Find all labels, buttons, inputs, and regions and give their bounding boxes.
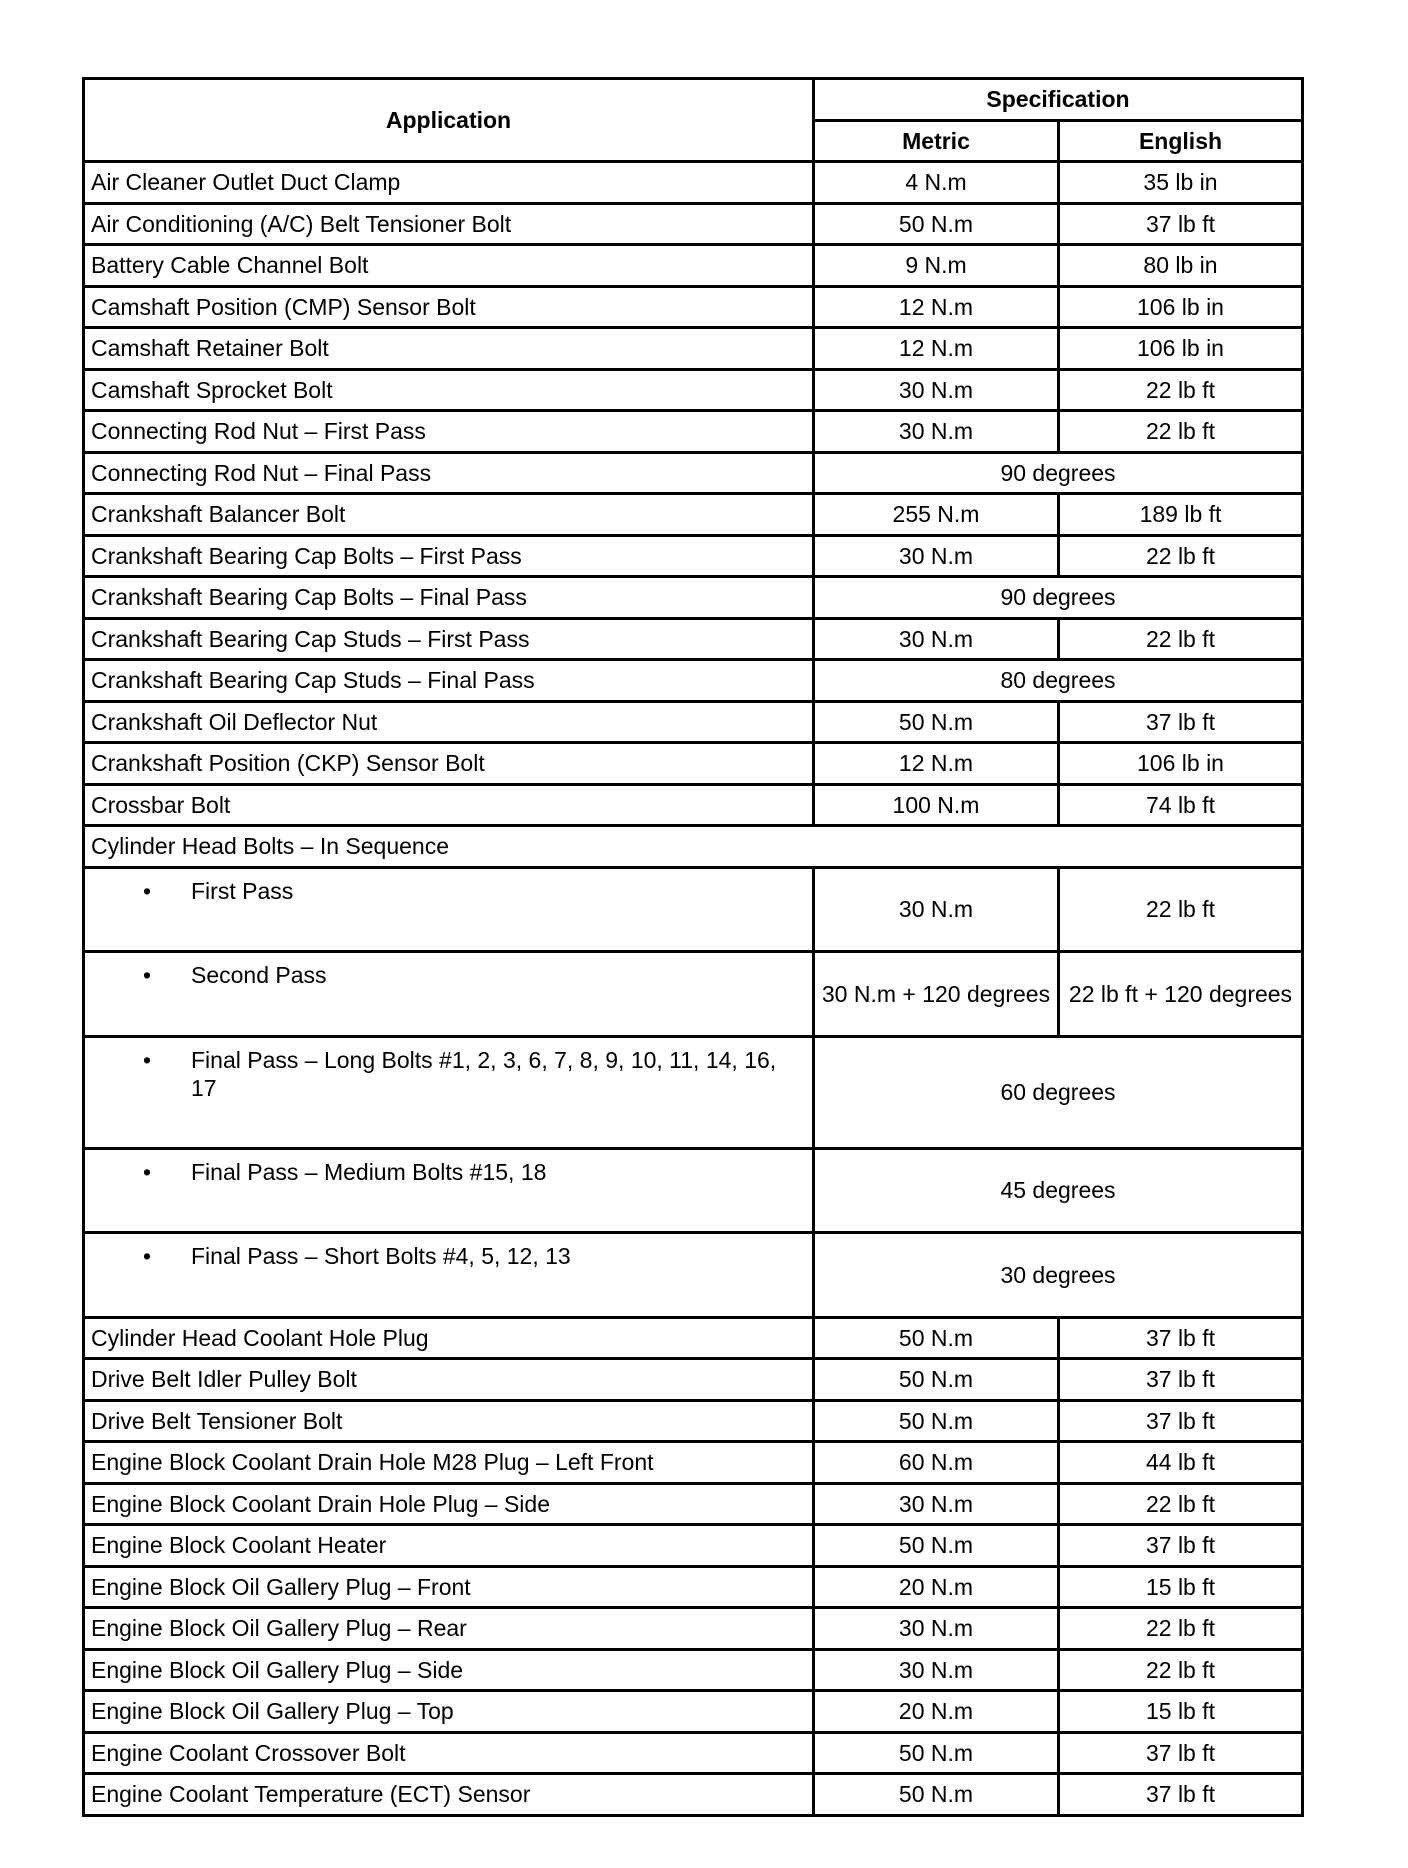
- metric-cell: 9 N.m: [814, 245, 1059, 287]
- table-row: [84, 494, 1303, 536]
- table-row: [84, 1317, 1303, 1359]
- table-row: [84, 826, 1303, 868]
- combined-spec-cell: 90 degrees: [814, 577, 1303, 619]
- sub-label: Second Pass: [191, 961, 327, 988]
- english-cell: 37 lb ft: [1059, 1525, 1303, 1567]
- english-cell: 15 lb ft: [1059, 1566, 1303, 1608]
- english-cell: 37 lb ft: [1059, 1400, 1303, 1442]
- metric-cell: 50 N.m: [814, 1317, 1059, 1359]
- english-cell: 106 lb in: [1059, 743, 1303, 785]
- sub-label: Final Pass – Medium Bolts #15, 18: [191, 1158, 547, 1185]
- english-cell: 22 lb ft: [1059, 369, 1303, 411]
- english-cell: 22 lb ft: [1059, 411, 1303, 453]
- metric-cell: 30 N.m + 120 degrees: [814, 951, 1059, 1036]
- table-row: [84, 369, 1303, 411]
- combined-spec-cell: 45 degrees: [814, 1148, 1303, 1232]
- metric-cell: 30 N.m: [814, 1649, 1059, 1691]
- metric-cell: 50 N.m: [814, 203, 1059, 245]
- combined-spec-cell: 80 degrees: [814, 660, 1303, 702]
- header-application: Application: [84, 79, 814, 162]
- application-cell: Drive Belt Idler Pulley Bolt: [84, 1359, 814, 1401]
- metric-cell: 50 N.m: [814, 701, 1059, 743]
- table-row: [84, 577, 1303, 619]
- application-cell: Crankshaft Bearing Cap Bolts – Final Pass: [84, 577, 814, 619]
- english-cell: 22 lb ft: [1059, 1608, 1303, 1650]
- combined-spec-cell: 30 degrees: [814, 1232, 1303, 1317]
- table-row: [84, 1691, 1303, 1733]
- application-cell: Crankshaft Balancer Bolt: [84, 494, 814, 536]
- table-row: [84, 1232, 1303, 1317]
- table-row: [84, 701, 1303, 743]
- table-row: [84, 1566, 1303, 1608]
- application-cell: Crankshaft Bearing Cap Bolts – First Pass: [84, 535, 814, 577]
- table-row: [84, 951, 1303, 1036]
- header-specification: Specification: [814, 79, 1303, 121]
- table-row: [84, 743, 1303, 785]
- english-cell: 106 lb in: [1059, 286, 1303, 328]
- bullet-icon: •: [142, 1242, 152, 1269]
- table-row: [84, 1483, 1303, 1525]
- metric-cell: 12 N.m: [814, 328, 1059, 370]
- metric-cell: 100 N.m: [814, 784, 1059, 826]
- table-row: [84, 1732, 1303, 1774]
- english-cell: 22 lb ft: [1059, 1649, 1303, 1691]
- application-cell: Engine Coolant Temperature (ECT) Sensor: [84, 1774, 814, 1816]
- metric-cell: 30 N.m: [814, 535, 1059, 577]
- application-cell: Engine Block Oil Gallery Plug – Front: [84, 1566, 814, 1608]
- metric-cell: 30 N.m: [814, 411, 1059, 453]
- application-cell: [84, 1036, 814, 1148]
- table-row: [84, 203, 1303, 245]
- application-cell: Camshaft Retainer Bolt: [84, 328, 814, 370]
- metric-cell: 20 N.m: [814, 1566, 1059, 1608]
- metric-cell: 30 N.m: [814, 1483, 1059, 1525]
- combined-spec-cell: 90 degrees: [814, 452, 1303, 494]
- english-cell: 22 lb ft: [1059, 1483, 1303, 1525]
- application-cell: Engine Coolant Crossover Bolt: [84, 1732, 814, 1774]
- sub-label: First Pass: [191, 877, 294, 904]
- table-row: [84, 1608, 1303, 1650]
- metric-cell: 20 N.m: [814, 1691, 1059, 1733]
- application-cell: Drive Belt Tensioner Bolt: [84, 1400, 814, 1442]
- metric-cell: 30 N.m: [814, 369, 1059, 411]
- bullet-icon: •: [142, 961, 152, 988]
- table-row: [84, 1148, 1303, 1232]
- application-cell: Cylinder Head Coolant Hole Plug: [84, 1317, 814, 1359]
- table-row: [84, 1774, 1303, 1816]
- table-row: [84, 867, 1303, 951]
- table-row: [84, 245, 1303, 287]
- bullet-icon: •: [142, 1158, 152, 1185]
- application-cell: Connecting Rod Nut – Final Pass: [84, 452, 814, 494]
- metric-cell: 255 N.m: [814, 494, 1059, 536]
- table-row: [84, 452, 1303, 494]
- sub-label: Final Pass – Short Bolts #4, 5, 12, 13: [191, 1242, 571, 1269]
- english-cell: 37 lb ft: [1059, 1774, 1303, 1816]
- metric-cell: 50 N.m: [814, 1774, 1059, 1816]
- application-cell: [84, 1232, 814, 1317]
- torque-spec-table: [82, 77, 1304, 1817]
- application-cell: [84, 1148, 814, 1232]
- metric-cell: 50 N.m: [814, 1525, 1059, 1567]
- english-cell: 37 lb ft: [1059, 203, 1303, 245]
- table-row: [84, 1036, 1303, 1148]
- combined-spec-cell: 60 degrees: [814, 1036, 1303, 1148]
- header-english: English: [1059, 120, 1303, 162]
- metric-cell: 50 N.m: [814, 1400, 1059, 1442]
- table-row: [84, 411, 1303, 453]
- english-cell: 35 lb in: [1059, 162, 1303, 204]
- metric-cell: 30 N.m: [814, 618, 1059, 660]
- application-cell: Crossbar Bolt: [84, 784, 814, 826]
- english-cell: 80 lb in: [1059, 245, 1303, 287]
- metric-cell: 12 N.m: [814, 743, 1059, 785]
- application-cell: Crankshaft Bearing Cap Studs – First Pass: [84, 618, 814, 660]
- application-cell: Air Cleaner Outlet Duct Clamp: [84, 162, 814, 204]
- application-cell: Engine Block Oil Gallery Plug – Rear: [84, 1608, 814, 1650]
- metric-cell: 30 N.m: [814, 867, 1059, 951]
- metric-cell: 12 N.m: [814, 286, 1059, 328]
- english-cell: 37 lb ft: [1059, 1359, 1303, 1401]
- application-cell: Connecting Rod Nut – First Pass: [84, 411, 814, 453]
- cylinder-head-section: [84, 826, 1303, 1318]
- application-cell: Crankshaft Bearing Cap Studs – Final Pass: [84, 660, 814, 702]
- english-cell: 22 lb ft: [1059, 535, 1303, 577]
- application-cell: [84, 867, 814, 951]
- english-cell: 22 lb ft: [1059, 867, 1303, 951]
- metric-cell: 50 N.m: [814, 1359, 1059, 1401]
- application-cell: [84, 951, 814, 1036]
- table-body-top: [84, 162, 1303, 826]
- application-cell: Engine Block Oil Gallery Plug – Side: [84, 1649, 814, 1691]
- english-cell: 15 lb ft: [1059, 1691, 1303, 1733]
- english-cell: 44 lb ft: [1059, 1442, 1303, 1484]
- english-cell: 74 lb ft: [1059, 784, 1303, 826]
- table-row: [84, 1400, 1303, 1442]
- application-cell: Engine Block Coolant Heater: [84, 1525, 814, 1567]
- table-row: [84, 784, 1303, 826]
- table-row: [84, 1649, 1303, 1691]
- cylinder-head-title: Cylinder Head Bolts – In Sequence: [84, 826, 1303, 868]
- application-cell: Engine Block Coolant Drain Hole M28 Plug – Left Front: [84, 1442, 814, 1484]
- bullet-icon: •: [142, 877, 152, 904]
- bullet-icon: •: [142, 1046, 152, 1073]
- table-row: [84, 618, 1303, 660]
- header-metric: Metric: [814, 120, 1059, 162]
- english-cell: 22 lb ft + 120 degrees: [1059, 951, 1303, 1036]
- table-row: [84, 535, 1303, 577]
- table-row: [84, 1525, 1303, 1567]
- table-row: [84, 660, 1303, 702]
- metric-cell: 30 N.m: [814, 1608, 1059, 1650]
- metric-cell: 50 N.m: [814, 1732, 1059, 1774]
- application-cell: Battery Cable Channel Bolt: [84, 245, 814, 287]
- table-row: [84, 328, 1303, 370]
- english-cell: 37 lb ft: [1059, 1317, 1303, 1359]
- english-cell: 22 lb ft: [1059, 618, 1303, 660]
- application-cell: Crankshaft Oil Deflector Nut: [84, 701, 814, 743]
- application-cell: Engine Block Coolant Drain Hole Plug – Side: [84, 1483, 814, 1525]
- table-row: [84, 1359, 1303, 1401]
- application-cell: Air Conditioning (A/C) Belt Tensioner Bolt: [84, 203, 814, 245]
- english-cell: 189 lb ft: [1059, 494, 1303, 536]
- application-cell: Engine Block Oil Gallery Plug – Top: [84, 1691, 814, 1733]
- metric-cell: 4 N.m: [814, 162, 1059, 204]
- english-cell: 37 lb ft: [1059, 701, 1303, 743]
- english-cell: 37 lb ft: [1059, 1732, 1303, 1774]
- english-cell: 106 lb in: [1059, 328, 1303, 370]
- application-cell: Crankshaft Position (CKP) Sensor Bolt: [84, 743, 814, 785]
- table-row: [84, 162, 1303, 204]
- metric-cell: 60 N.m: [814, 1442, 1059, 1484]
- table-body-bottom: [84, 1317, 1303, 1815]
- application-cell: Camshaft Sprocket Bolt: [84, 369, 814, 411]
- application-cell: Camshaft Position (CMP) Sensor Bolt: [84, 286, 814, 328]
- table-row: [84, 286, 1303, 328]
- sub-label: Final Pass – Long Bolts #1, 2, 3, 6, 7, 8, 9, 10, 11, 14, 16, 17: [191, 1046, 777, 1101]
- table-row: [84, 1442, 1303, 1484]
